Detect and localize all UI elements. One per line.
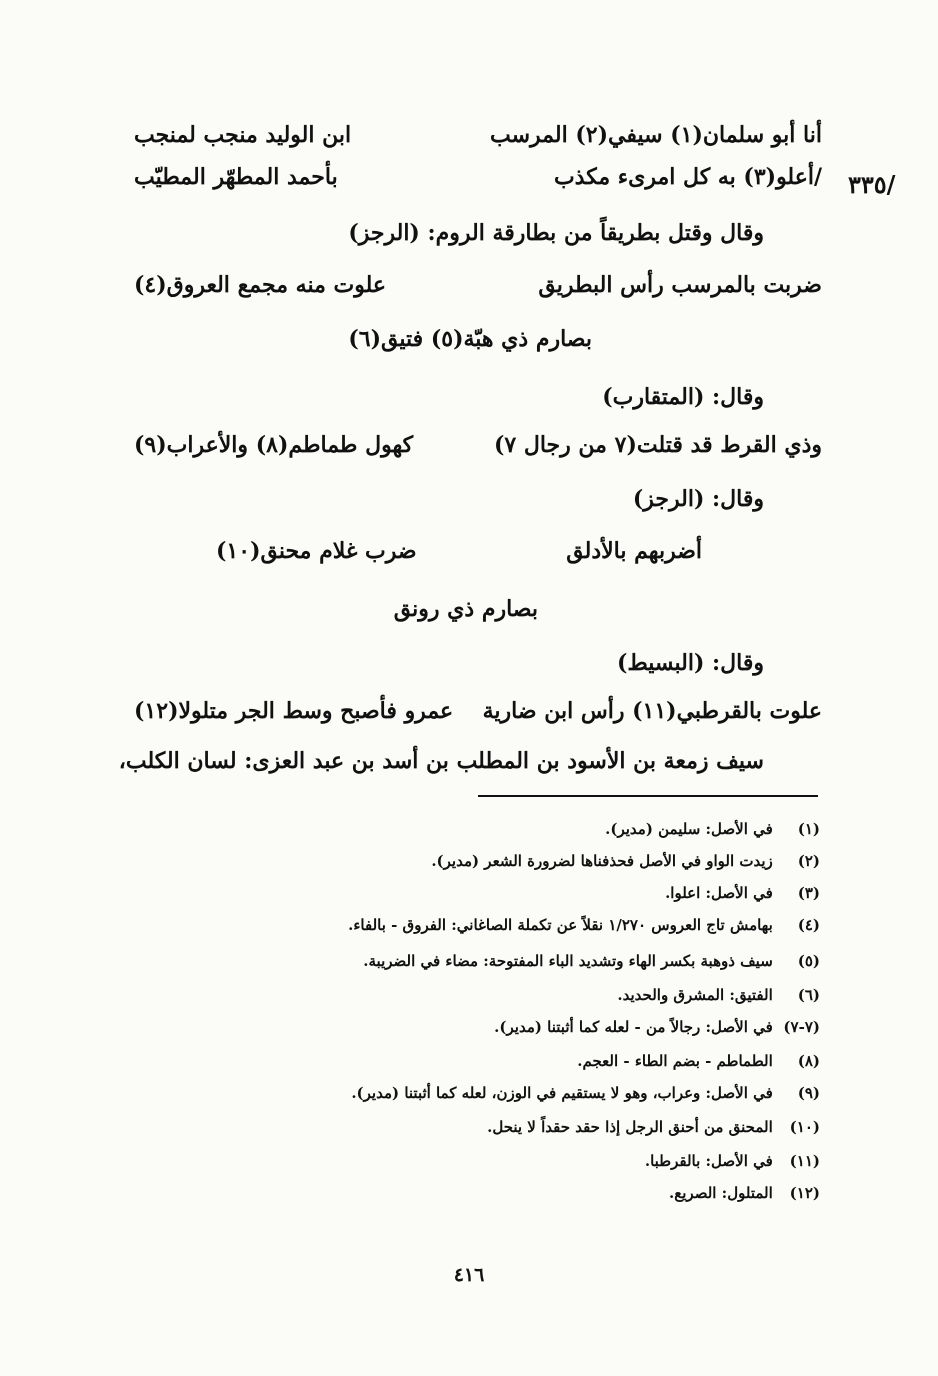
footnote-number: (٣) [797,884,820,902]
footnote-text: في الأصل: اعلوا. [665,884,773,902]
footnote-number: (٧-٧) [783,1018,820,1036]
verse-3-left-hemistich: علوت منه مجمع العروق(٤) [134,272,387,298]
verse-5-right-hemistich: أضربهم بالأدلق [566,538,702,564]
margin-reference: /٣٣٥ [848,170,896,199]
footnote-number: (٤) [797,916,820,934]
footnote-text: في الأصل: وعراب، وهو لا يستقيم في الوزن، لعله كما أثبتنا (مدير). [351,1084,773,1102]
footnote-divider [478,795,818,797]
footnote-number: (١١) [789,1152,820,1170]
footnote-number: (٩) [797,1084,820,1102]
verse-5-continuation: بصارم ذي رونق [393,596,538,622]
footnote-text: في الأصل: رجالاً من - لعله كما أثبتنا (مدير). [494,1018,773,1036]
footnote-text: الفتيق: المشرق والحديد. [617,986,773,1004]
footnote-number: (٢) [797,852,820,870]
intro-line-4: وقال: (البسيط) [616,650,764,676]
footnote-text: في الأصل: سليمن (مدير). [605,820,773,838]
footnote-11 [645,1150,820,1172]
verse-3-right-hemistich: ضربت بالمرسب رأس البطريق [538,272,822,298]
footnote-text: المتلول: الصريع. [669,1184,773,1202]
verse-1-left-hemistich: ابن الوليد منجب لمنجب [134,122,352,148]
verse-2-left-hemistich: بأحمد المطهّر المطيّب [134,164,338,190]
footnote-7 [494,1016,820,1038]
verse-6-left-hemistich: عمرو فأصبح وسط الجر متلولا(١٢) [134,698,454,724]
footnote-number: (١٢) [789,1184,820,1202]
verse-3-continuation: بصارم ذي هبّة(٥) فتيق(٦) [348,326,592,352]
footnote-10 [487,1116,820,1138]
page-number: ٤١٦ [453,1264,485,1286]
intro-line-1: وقال وقتل بطريقاً من بطارقة الروم: (الرجز) [348,220,764,246]
footnote-5 [363,950,820,972]
intro-line-2: وقال: (المتقارب) [602,384,764,410]
footnote-number: (٥) [797,952,820,970]
footnote-text: سيف ذوهبة بكسر الهاء وتشديد الباء المفتوحة: مضاء في الضريبة. [363,952,773,970]
footnote-3 [665,882,820,904]
footnote-8 [577,1050,820,1072]
footnote-2 [431,850,820,872]
footnote-text: زيدت الواو في الأصل فحذفناها لضرورة الشعر (مدير). [431,852,773,870]
prose-line: سيف زمعة بن الأسود بن المطلب بن أسد بن عبد العزى: لسان الكلب، [118,748,764,774]
verse-4-right-hemistich: وذي القرط قد قتلت(٧ من رجال ٧) [493,432,822,458]
footnote-number: (١) [797,820,820,838]
footnote-6 [617,984,820,1006]
footnote-4 [348,914,820,936]
footnote-text: المحنق من أحنق الرجل إذا حقد حقداً لا ينحل. [487,1118,773,1136]
footnote-12 [669,1182,820,1204]
footnote-number: (٦) [797,986,820,1004]
verse-5-left-hemistich: ضرب غلام محنق(١٠) [216,538,417,564]
footnote-1 [605,818,820,840]
footnote-number: (١٠) [789,1118,820,1136]
footnote-number: (٨) [797,1052,820,1070]
verse-2-right-hemistich: /أعلو(٣) به كل امرىء مكذب [553,164,822,190]
intro-line-3: وقال: (الرجز) [632,486,764,512]
footnote-9 [351,1082,820,1104]
verse-4-left-hemistich: كهول طماطم(٨) والأعراب(٩) [134,432,414,458]
footnote-text: الطماطم - بضم الطاء - العجم. [577,1052,773,1070]
footnote-text: بهامش تاج العروس ١/٢٧٠ نقلاً عن تكملة الصاغاني: الفروق - بالفاء. [348,916,773,934]
footnote-text: في الأصل: بالقرطبا. [644,1152,773,1170]
verse-1-right-hemistich: أنا أبو سلمان(١) سيفي(٢) المرسب [489,122,822,148]
verse-6-right-hemistich: علوت بالقرطبي(١١) رأس ابن ضارية [482,698,822,724]
